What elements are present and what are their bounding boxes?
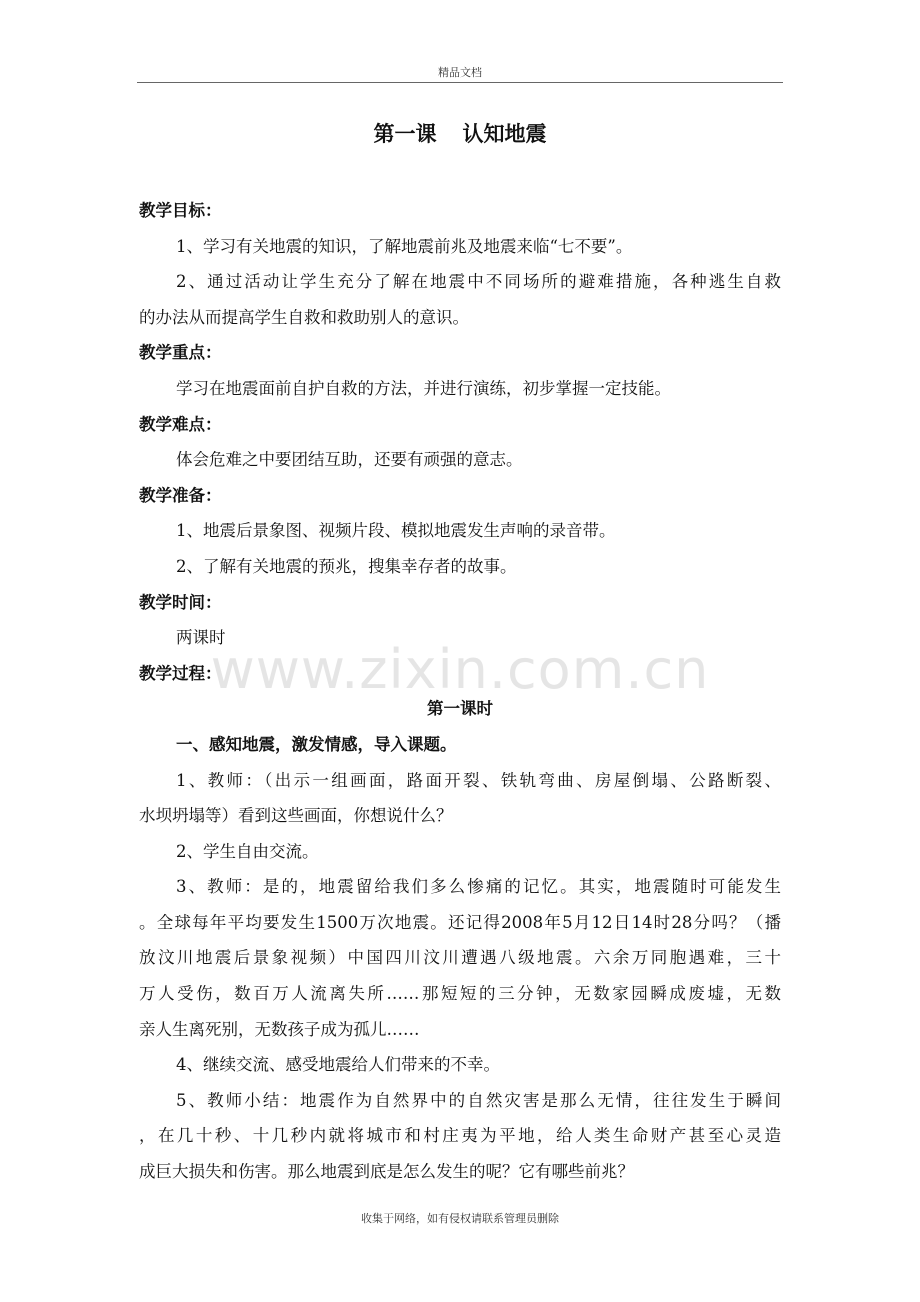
- header-divider: [137, 82, 783, 83]
- paragraph-5-line-3: 成巨大损失和伤害。那么地震到底是怎么发生的呢？它有哪些前兆？: [139, 1162, 634, 1182]
- section-heading-time: 教学时间：: [139, 592, 222, 612]
- title-lesson-number: 第一课: [373, 122, 437, 146]
- document-title: [0, 118, 920, 148]
- part-title: 一、感知地震，激发情感，导入课题。: [176, 734, 457, 754]
- paragraph-3-line-1: 3、教师：是的，地震留给我们多么惨痛的记忆。其实，地震随时可能发生: [176, 877, 781, 897]
- section-heading-process: 教学过程：: [139, 663, 222, 683]
- paragraph-1-line-2: 水坝坍塌等）看到这些画面，你想说什么？: [139, 806, 453, 826]
- page-header: 精品文档: [438, 66, 482, 79]
- document-body: [139, 193, 781, 1190]
- paragraph-4: 4、继续交流、感受地震给人们带来的不幸。: [176, 1055, 500, 1075]
- section-heading-preparation: 教学准备：: [139, 485, 222, 505]
- difficulties-text: 体会危难之中要团结互助，还要有顽强的意志。: [176, 450, 523, 470]
- paragraph-5-line-2: ，在几十秒、十几秒内就将城市和村庄夷为平地，给人类生命财产甚至心灵造: [139, 1126, 781, 1146]
- goal-item-1: 1、学习有关地震的知识，了解地震前兆及地震来临“七不要”。: [176, 236, 633, 256]
- paragraph-3-line-3: 放汶川地震后景象视频）中国四川汶川遭遇八级地震。六余万同胞遇难，三十: [139, 948, 781, 968]
- section-heading-key-points: 教学重点：: [139, 343, 222, 363]
- paragraph-3-line-2: 。全球每年平均要发生1500万次地震。还记得2008年5月12日14时28分吗？（播: [139, 912, 781, 932]
- paragraph-3-line-4: 万人受伤，数百万人流离失所……那短短的三分钟，无数家园瞬成废墟，无数: [139, 984, 781, 1004]
- paragraph-1-line-1: 1、教师：（出示一组画面，路面开裂、铁轨弯曲、房屋倒塌、公路断裂、: [176, 770, 781, 790]
- goal-item-2-line-1: 2、通过活动让学生充分了解在地震中不同场所的避难措施，各种逃生自救: [176, 272, 781, 292]
- section-heading-difficulties: 教学难点：: [139, 414, 222, 434]
- section-heading-goals: 教学目标：: [139, 201, 222, 220]
- time-text: 两课时: [176, 628, 226, 648]
- preparation-item-1: 1、地震后景象图、视频片段、模拟地震发生声响的录音带。: [176, 521, 616, 541]
- preparation-item-2: 2、了解有关地震的预兆，搜集幸存者的故事。: [176, 556, 517, 576]
- lesson-subtitle: 第一课时: [427, 699, 493, 719]
- key-points-text: 学习在地震面前自护自救的方法，并进行演练，初步掌握一定技能。: [176, 378, 671, 398]
- title-topic: 认知地震: [462, 122, 547, 146]
- watermark: www.zixin.com.cn: [210, 638, 710, 701]
- page-footer: 收集于网络，如有侵权请联系管理员删除: [361, 1212, 559, 1225]
- goal-item-2-line-2: 的办法从而提高学生自救和救助别人的意识。: [139, 307, 469, 327]
- paragraph-3-line-5: 亲人生离死别，无数孩子成为孤儿……: [139, 1019, 420, 1039]
- paragraph-2: 2、学生自由交流。: [176, 841, 319, 861]
- paragraph-5-line-1: 5、教师小结：地震作为自然界中的自然灾害是那么无情，往往发生于瞬间: [176, 1090, 781, 1110]
